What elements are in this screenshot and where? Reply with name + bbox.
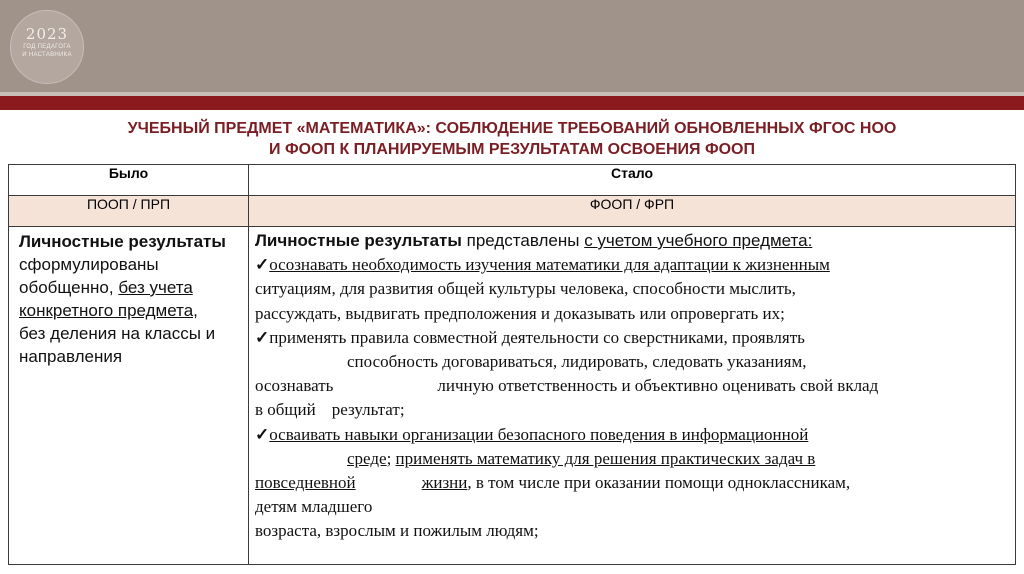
col-header-before: Было xyxy=(9,165,249,196)
item3-underlined-2: среде xyxy=(347,448,387,468)
header-banner xyxy=(0,0,1024,92)
after-cell xyxy=(249,227,1016,565)
item2-line-4 xyxy=(255,398,1009,422)
item2-line-3 xyxy=(255,374,1009,398)
before-bold: Личностные результаты xyxy=(19,232,226,251)
item3-line-1 xyxy=(255,423,1009,447)
table-subheader-row xyxy=(9,196,1016,227)
item3-text-1: , в том числе при оказании помощи одноклассникам, xyxy=(467,473,851,493)
slide-title xyxy=(0,118,1024,160)
item2-text-3a: осознавать xyxy=(255,376,334,396)
item2-text-1: применять правила совместной деятельности со сверстниками, проявлять xyxy=(269,327,805,347)
item3-line-2 xyxy=(255,447,1009,471)
item3-line-3 xyxy=(255,471,1009,495)
item2-text-4b: результат; xyxy=(331,400,405,420)
item1-line-3: рассуждать, выдвигать предположения и доказывать или опровергать их; xyxy=(255,303,785,323)
table-body-row xyxy=(9,227,1016,565)
item2-line-1 xyxy=(255,326,1009,350)
before-text-2: без деления на классы и направления xyxy=(19,324,216,366)
item3-underlined-3: применять математику для решения практических задач в xyxy=(395,448,816,468)
logo-year: 2023 xyxy=(25,25,69,43)
intro-bold: Личностные результаты xyxy=(255,231,462,250)
logo-line-2: И НАСТАВНИКА xyxy=(22,52,72,58)
comparison-table xyxy=(8,164,1016,565)
intro-line xyxy=(255,229,1009,253)
before-text-1: сформулированы обобщенно, xyxy=(19,255,159,297)
before-underlined: без учета конкретного предмета, xyxy=(19,278,198,320)
check-icon: ✓ xyxy=(255,327,270,347)
item3-underlined-1: осваивать навыки организации безопасного поведения в информационной xyxy=(269,424,809,444)
col-header-after: Стало xyxy=(249,165,1016,196)
divider-accent xyxy=(0,96,1024,110)
item3-sep: ; xyxy=(386,448,396,468)
item3-line-5: возраста, взрослым и пожилым людям; xyxy=(255,521,539,541)
title-line-2: И ФООП К ПЛАНИРУЕМЫМ РЕЗУЛЬТАТАМ ОСВОЕНИЯ ФООП xyxy=(269,141,755,158)
intro-text: представлены xyxy=(461,231,585,250)
item2-text-4a: в общий xyxy=(255,400,316,420)
item3-underlined-5: жизни xyxy=(421,473,468,493)
intro-underlined: с учетом учебного предмета: xyxy=(584,231,813,250)
year-logo xyxy=(10,10,84,84)
item1-line-2: ситуациям, для развития общей культуры человека, способности мыслить, xyxy=(255,279,796,299)
item1-underlined: осознавать необходимость изучения математики для адаптации к жизненным xyxy=(269,255,830,275)
check-icon: ✓ xyxy=(255,255,270,275)
item3-underlined-4: повседневной xyxy=(255,473,356,493)
item2-text-3b: личную ответственность и объективно оценивать свой вклад xyxy=(437,376,879,396)
item2-line-2: способность договариваться, лидировать, следовать указаниям, xyxy=(347,352,807,372)
title-line-1: УЧЕБНЫЙ ПРЕДМЕТ «МАТЕМАТИКА»: СОБЛЮДЕНИЕ ТРЕБОВАНИЙ ОБНОВЛЕННЫХ ФГОС НОО xyxy=(127,120,897,137)
item3-line-4: детям младшего xyxy=(255,497,373,517)
before-cell xyxy=(9,227,249,565)
logo-line-1: ГОД ПЕДАГОГА xyxy=(23,44,71,50)
col-sub-after: ФООП / ФРП xyxy=(249,196,1016,227)
check-icon: ✓ xyxy=(255,424,270,444)
col-sub-before: ПООП / ПРП xyxy=(9,196,249,227)
table-header-row xyxy=(9,165,1016,196)
item1-line-1 xyxy=(255,253,1009,277)
